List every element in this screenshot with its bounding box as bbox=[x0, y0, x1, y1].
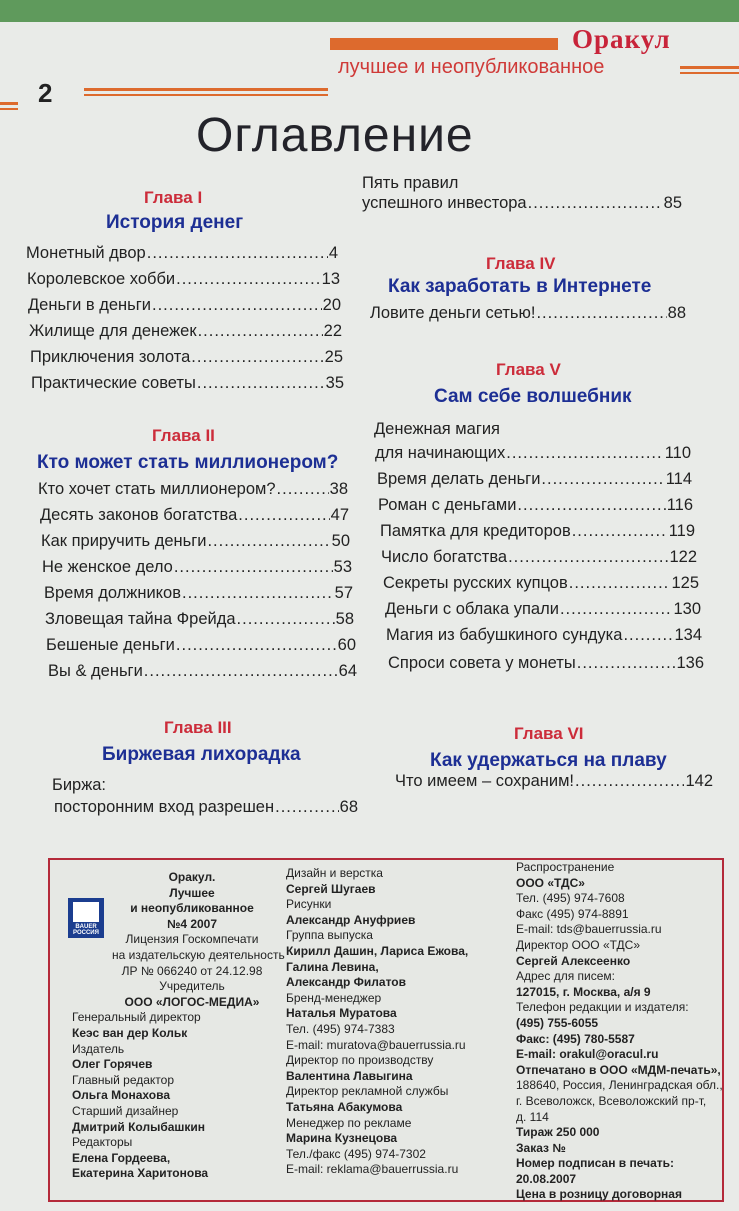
imprint-line: Бренд-менеджер bbox=[286, 990, 382, 1005]
imprint-line: Отпечатано в ООО «МДМ-печать», bbox=[516, 1062, 721, 1077]
imprint-line: и неопубликованное bbox=[130, 901, 254, 916]
toc-entry[interactable]: Магия из бабушкиного сундука ..... 134 bbox=[386, 626, 702, 645]
chapter-1-label: Глава I bbox=[144, 188, 203, 207]
imprint-line: Кирилл Дашин, Лариса Ежова, bbox=[286, 943, 469, 958]
imprint-line: Номер подписан в печать: bbox=[516, 1156, 675, 1171]
page-number: 2 bbox=[38, 78, 53, 108]
page-title: Оглавление bbox=[196, 109, 474, 162]
chapter-3-title: Биржевая лихорадка bbox=[102, 744, 301, 765]
imprint-line: Издатель bbox=[72, 1041, 125, 1056]
imprint-line: Менеджер по рекламе bbox=[286, 1115, 412, 1130]
imprint-line: Марина Кузнецова bbox=[286, 1131, 398, 1146]
imprint-line: Олег Горячев bbox=[72, 1057, 153, 1072]
imprint-column-2 bbox=[286, 866, 506, 1178]
toc-entry[interactable]: Что имеем – сохраним! ..... 142 bbox=[395, 772, 713, 791]
toc-entry[interactable]: Роман с деньгами ..... 116 bbox=[378, 496, 693, 515]
imprint-line: Директор по производству bbox=[286, 1053, 434, 1068]
imprint-line: на издательскую деятельность bbox=[112, 947, 285, 962]
chapter-4-title: Как заработать в Интернете bbox=[388, 276, 652, 297]
header-accent-bar bbox=[330, 38, 558, 50]
imprint-line: Наталья Муратова bbox=[286, 1006, 397, 1021]
toc-entry-line1: Денежная магия bbox=[374, 420, 500, 438]
chapter-5-label: Глава V bbox=[496, 360, 561, 379]
imprint-line: Татьяна Абакумова bbox=[286, 1099, 403, 1114]
toc-entry[interactable]: Зловещая тайна Фрейда ..... 58 bbox=[45, 610, 354, 629]
toc-entry[interactable]: Приключения золота ..... 25 bbox=[30, 348, 343, 367]
chapter-6-label: Глава VI bbox=[514, 724, 584, 743]
toc-entry[interactable]: Секреты русских купцов ..... 125 bbox=[383, 574, 699, 593]
imprint-line: Распространение bbox=[516, 860, 615, 874]
imprint-column-1 bbox=[72, 870, 285, 1182]
toc-entry[interactable]: Как приручить деньги ..... 50 bbox=[41, 532, 350, 551]
imprint-line: Дмитрий Колыбашкин bbox=[72, 1119, 206, 1134]
imprint-line: Директор рекламной службы bbox=[286, 1084, 449, 1099]
imprint-line: Ольга Монахова bbox=[72, 1088, 171, 1103]
imprint-line: Оракул. bbox=[168, 870, 216, 884]
imprint-line: E-mail: muratova@bauerrussia.ru bbox=[286, 1037, 466, 1052]
imprint-line: E-mail: reklama@bauerrussia.ru bbox=[286, 1162, 459, 1177]
toc-entry[interactable]: Время должников ..... 57 bbox=[44, 584, 353, 603]
imprint-line: Александр Ануфриев bbox=[286, 912, 416, 927]
chapter-2-label: Глава II bbox=[152, 426, 215, 445]
imprint-line: Кеэс ван дер Кольк bbox=[72, 1025, 188, 1040]
chapter-6-title: Как удержаться на плаву bbox=[430, 750, 667, 771]
imprint-column-3 bbox=[516, 860, 723, 1203]
imprint-line: Цена в розницу договорная bbox=[516, 1187, 682, 1202]
imprint-line: E-mail: orakul@oracul.ru bbox=[516, 1047, 659, 1062]
header-rule-right bbox=[680, 66, 739, 69]
toc-entry[interactable]: Число богатства ..... 122 bbox=[381, 548, 697, 567]
imprint-line: Сергей Шугаев bbox=[286, 881, 376, 896]
header-tagline: лучшее и неопубликованное bbox=[338, 56, 605, 78]
imprint-line: Тел. (495) 974-7383 bbox=[286, 1021, 395, 1036]
imprint-line: Генеральный директор bbox=[72, 1010, 201, 1025]
toc-entry[interactable]: Королевское хобби ..... 13 bbox=[27, 270, 340, 289]
toc-entry[interactable]: Памятка для кредиторов ..... 119 bbox=[380, 522, 695, 541]
imprint-line: Елена Гордеева, bbox=[72, 1150, 171, 1165]
imprint-line: 20.08.2007 bbox=[516, 1171, 577, 1186]
header-rule-left bbox=[0, 102, 18, 105]
imprint-line: Дизайн и верстка bbox=[286, 866, 383, 880]
imprint-line: Главный редактор bbox=[72, 1072, 175, 1087]
imprint-line: ЛР № 066240 от 24.12.98 bbox=[121, 963, 263, 978]
header-rule-middle bbox=[84, 88, 328, 91]
toc-entry[interactable]: Ловите деньги сетью! ..... 88 bbox=[370, 304, 686, 323]
imprint-line: Екатерина Харитонова bbox=[72, 1166, 209, 1181]
toc-entry[interactable]: Десять законов богатства ..... 47 bbox=[40, 506, 349, 525]
imprint-line: Редакторы bbox=[72, 1135, 133, 1150]
header-rule-middle-thin bbox=[84, 94, 328, 96]
chapter-2-title: Кто может стать миллионером? bbox=[37, 452, 339, 473]
imprint-line: Старший дизайнер bbox=[72, 1103, 179, 1118]
imprint-line: Адрес для писем: bbox=[516, 969, 615, 984]
toc-entry[interactable]: для начинающих ..... 110 bbox=[375, 444, 691, 463]
imprint-box bbox=[48, 858, 724, 1202]
imprint-line: д. 114 bbox=[516, 1109, 549, 1124]
imprint-line: Тел. (495) 974-7608 bbox=[516, 891, 625, 906]
toc-entry[interactable]: Бешеные деньги ..... 60 bbox=[46, 636, 356, 655]
imprint-line: (495) 755-6055 bbox=[516, 1015, 599, 1030]
publisher-logo: BAUER РОССИЯ bbox=[68, 898, 104, 938]
imprint-line: Александр Филатов bbox=[286, 975, 407, 990]
imprint-line: Лицензия Госкомпечати bbox=[125, 932, 259, 947]
chapter-5-title: Сам себе волшебник bbox=[434, 386, 632, 407]
toc-entry[interactable]: Вы & деньги ..... 64 bbox=[48, 662, 357, 681]
imprint-line: 127015, г. Москва, а/я 9 bbox=[516, 984, 651, 999]
imprint-line: Факс (495) 974-8891 bbox=[516, 906, 629, 921]
imprint-line: Сергей Алексеенко bbox=[516, 953, 631, 968]
imprint-line: 188640, Россия, Ленинградская обл., bbox=[516, 1078, 723, 1093]
imprint-line: ООО «ТДС» bbox=[516, 875, 585, 890]
toc-entry[interactable]: Время делать деньги ..... 114 bbox=[377, 470, 692, 489]
chapter-1-title: История денег bbox=[106, 212, 244, 233]
header-rule-left-thin bbox=[0, 108, 18, 110]
brand-logo: Оракул bbox=[572, 24, 671, 54]
imprint-line: г. Всеволожск, Всеволожский пр-т, bbox=[516, 1093, 707, 1108]
toc-entry[interactable]: успешного инвестора ..... 85 bbox=[362, 194, 682, 213]
imprint-line: ООО «ЛОГОС-МЕДИА» bbox=[124, 994, 260, 1009]
imprint-line: Группа выпуска bbox=[286, 928, 373, 943]
magazine-page bbox=[0, 22, 739, 1211]
imprint-line: Директор ООО «ТДС» bbox=[516, 937, 641, 952]
imprint-line: Лучшее bbox=[169, 885, 215, 900]
toc-entry[interactable]: Деньги в деньги ..... 20 bbox=[28, 296, 341, 315]
toc-entry[interactable]: Кто хочет стать миллионером? ..... 38 bbox=[38, 480, 348, 499]
header-rule-right-thin bbox=[680, 72, 739, 74]
toc-entry[interactable]: Деньги с облака упали ..... 130 bbox=[385, 600, 701, 619]
imprint-line: Телефон редакции и издателя: bbox=[516, 1000, 689, 1015]
toc-entry-line1: Биржа: bbox=[52, 776, 107, 794]
chapter-3-label: Глава III bbox=[164, 718, 232, 737]
imprint-line: Валентина Лавыгина bbox=[286, 1068, 413, 1083]
imprint-line: Заказ № bbox=[516, 1140, 566, 1155]
imprint-line: Тел./факс (495) 974-7302 bbox=[286, 1146, 426, 1161]
toc-entry[interactable]: Монетный двор ..... 4 bbox=[26, 244, 338, 263]
toc-entry[interactable]: Не женское дело ..... 53 bbox=[42, 558, 352, 577]
imprint-line: Рисунки bbox=[286, 897, 332, 912]
imprint-line: Галина Левина, bbox=[286, 959, 379, 974]
toc-entry[interactable]: Практические советы ..... 35 bbox=[31, 374, 344, 393]
imprint-line: Факс: (495) 780-5587 bbox=[516, 1031, 635, 1046]
toc-entry[interactable]: посторонним вход разрешен ..... 68 bbox=[54, 798, 358, 817]
imprint-line: E-mail: tds@bauerrussia.ru bbox=[516, 922, 662, 937]
imprint-line: Учредитель bbox=[159, 979, 225, 994]
toc-entry[interactable]: Жилище для денежек ..... 22 bbox=[29, 322, 342, 341]
imprint-line: №4 2007 bbox=[166, 916, 218, 931]
toc-entry-line1: Пять правил bbox=[362, 174, 459, 192]
imprint-line: Тираж 250 000 bbox=[516, 1125, 600, 1140]
toc-entry[interactable]: Спроси совета у монеты ..... 136 bbox=[388, 654, 704, 673]
chapter-4-label: Глава IV bbox=[486, 254, 556, 273]
